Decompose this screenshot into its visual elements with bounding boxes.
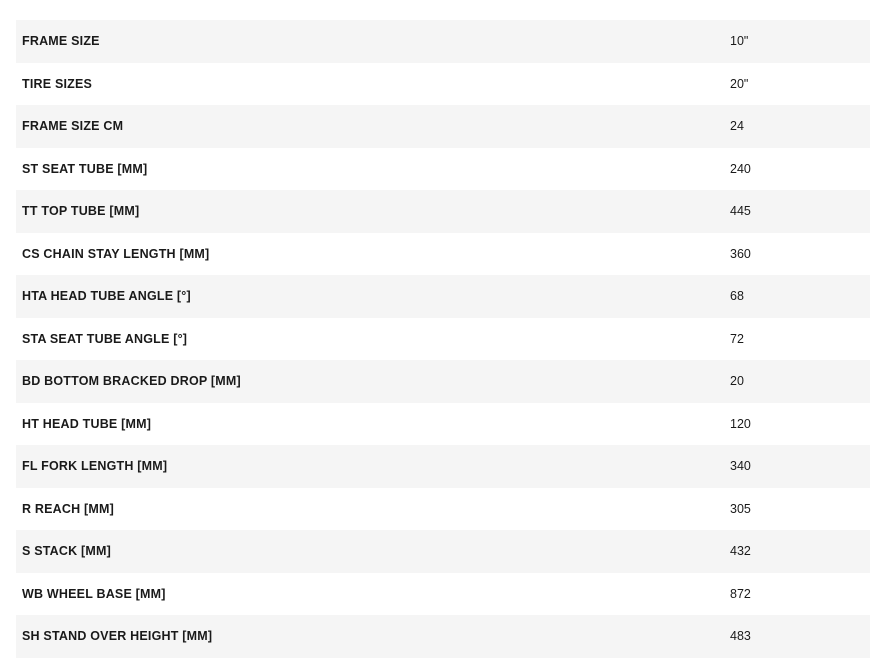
spec-value: 10" (714, 20, 870, 63)
spec-label: R REACH [MM] (16, 488, 714, 531)
spec-value: 445 (714, 190, 870, 233)
table-row (16, 445, 870, 488)
spec-label: STA SEAT TUBE ANGLE [°] (16, 318, 714, 361)
table-row (16, 275, 870, 318)
spec-label: FRAME SIZE CM (16, 105, 714, 148)
table-row (16, 403, 870, 446)
spec-table-body (16, 20, 870, 658)
table-row (16, 233, 870, 276)
spec-label: FL FORK LENGTH [MM] (16, 445, 714, 488)
spec-label: CS CHAIN STAY LENGTH [MM] (16, 233, 714, 276)
table-row (16, 318, 870, 361)
spec-value: 120 (714, 403, 870, 446)
table-row (16, 105, 870, 148)
spec-value: 68 (714, 275, 870, 318)
spec-value: 360 (714, 233, 870, 276)
spec-label: S STACK [MM] (16, 530, 714, 573)
table-row (16, 615, 870, 658)
spec-value: 72 (714, 318, 870, 361)
table-row (16, 148, 870, 191)
spec-value: 240 (714, 148, 870, 191)
spec-value: 305 (714, 488, 870, 531)
spec-label: ST SEAT TUBE [MM] (16, 148, 714, 191)
spec-label: WB WHEEL BASE [MM] (16, 573, 714, 616)
table-row (16, 360, 870, 403)
spec-value: 24 (714, 105, 870, 148)
spec-value: 483 (714, 615, 870, 658)
spec-value: 872 (714, 573, 870, 616)
spec-label: FRAME SIZE (16, 20, 714, 63)
spec-label: TIRE SIZES (16, 63, 714, 106)
table-row (16, 63, 870, 106)
table-row (16, 190, 870, 233)
table-row (16, 573, 870, 616)
table-row (16, 20, 870, 63)
spec-label: SH STAND OVER HEIGHT [MM] (16, 615, 714, 658)
spec-value: 432 (714, 530, 870, 573)
spec-value: 20" (714, 63, 870, 106)
spec-value: 340 (714, 445, 870, 488)
spec-label: HT HEAD TUBE [MM] (16, 403, 714, 446)
table-row (16, 488, 870, 531)
spec-label: HTA HEAD TUBE ANGLE [°] (16, 275, 714, 318)
table-row (16, 530, 870, 573)
spec-value: 20 (714, 360, 870, 403)
spec-label: BD BOTTOM BRACKED DROP [MM] (16, 360, 714, 403)
geometry-spec-table (16, 20, 870, 658)
spec-label: TT TOP TUBE [MM] (16, 190, 714, 233)
